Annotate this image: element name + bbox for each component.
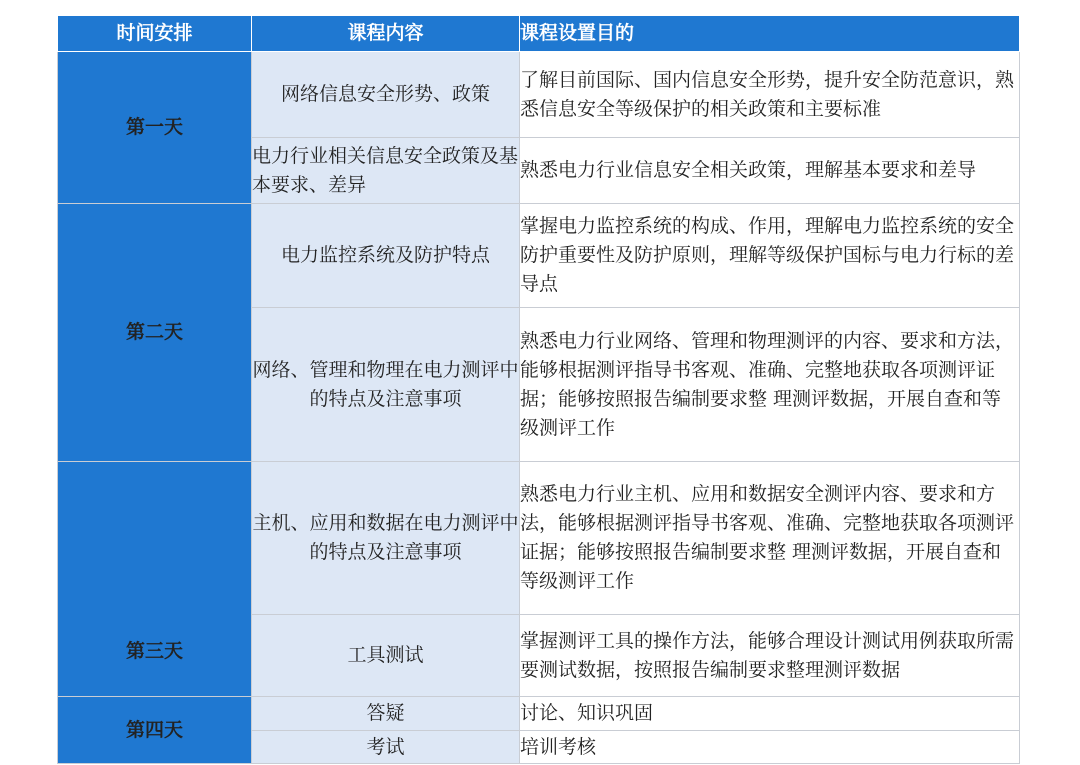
day-cell-2: 第二天: [58, 204, 252, 462]
content-cell: 考试: [252, 731, 520, 764]
content-cell: 工具测试: [252, 615, 520, 697]
goal-cell: 掌握电力监控系统的构成、作用，理解电力监控系统的安全防护重要性及防护原则，理解等级保护国标与电力行标的差导点: [520, 204, 1020, 308]
day-cell-1: 第一天: [58, 52, 252, 204]
content-cell: 电力行业相关信息安全政策及基本要求、差异: [252, 138, 520, 204]
header-goal: 课程设置目的: [520, 16, 1020, 52]
goal-cell: 掌握测评工具的操作方法，能够合理设计测试用例获取所需要测试数据，按照报告编制要求整理测评数据: [520, 615, 1020, 697]
table-row: [58, 462, 1020, 615]
content-cell: 电力监控系统及防护特点: [252, 204, 520, 308]
day-cell-3: 第三天: [58, 462, 252, 697]
goal-cell: 熟悉电力行业信息安全相关政策，理解基本要求和差导: [520, 138, 1020, 204]
goal-cell: 熟悉电力行业主机、应用和数据安全测评内容、要求和方法，能够根据测评指导书客观、准确、完整地获取各项测评证据；能够按照报告编制要求整 理测评数据，开展自查和等级测评工作: [520, 462, 1020, 615]
table-row: [58, 204, 1020, 308]
table-row: [58, 52, 1020, 138]
course-schedule-table: [57, 15, 1020, 764]
day-cell-4: 第四天: [58, 697, 252, 764]
content-cell: 答疑: [252, 697, 520, 731]
goal-cell: 培训考核: [520, 731, 1020, 764]
goal-cell: 了解目前国际、国内信息安全形势，提升安全防范意识，熟悉信息安全等级保护的相关政策和主要标准: [520, 52, 1020, 138]
content-cell: 网络信息安全形势、政策: [252, 52, 520, 138]
content-cell: 主机、应用和数据在电力测评中的特点及注意事项: [252, 462, 520, 615]
header-content: 课程内容: [252, 16, 520, 52]
goal-cell: 讨论、知识巩固: [520, 697, 1020, 731]
header-time: 时间安排: [58, 16, 252, 52]
table-header-row: [58, 16, 1020, 52]
goal-cell: 熟悉电力行业网络、管理和物理测评的内容、要求和方法，能够根据测评指导书客观、准确、完整地获取各项测评证据；能够按照报告编制要求整 理测评数据，开展自查和等级测评工作: [520, 308, 1020, 462]
content-cell: 网络、管理和物理在电力测评中的特点及注意事项: [252, 308, 520, 462]
table-row: [58, 697, 1020, 731]
